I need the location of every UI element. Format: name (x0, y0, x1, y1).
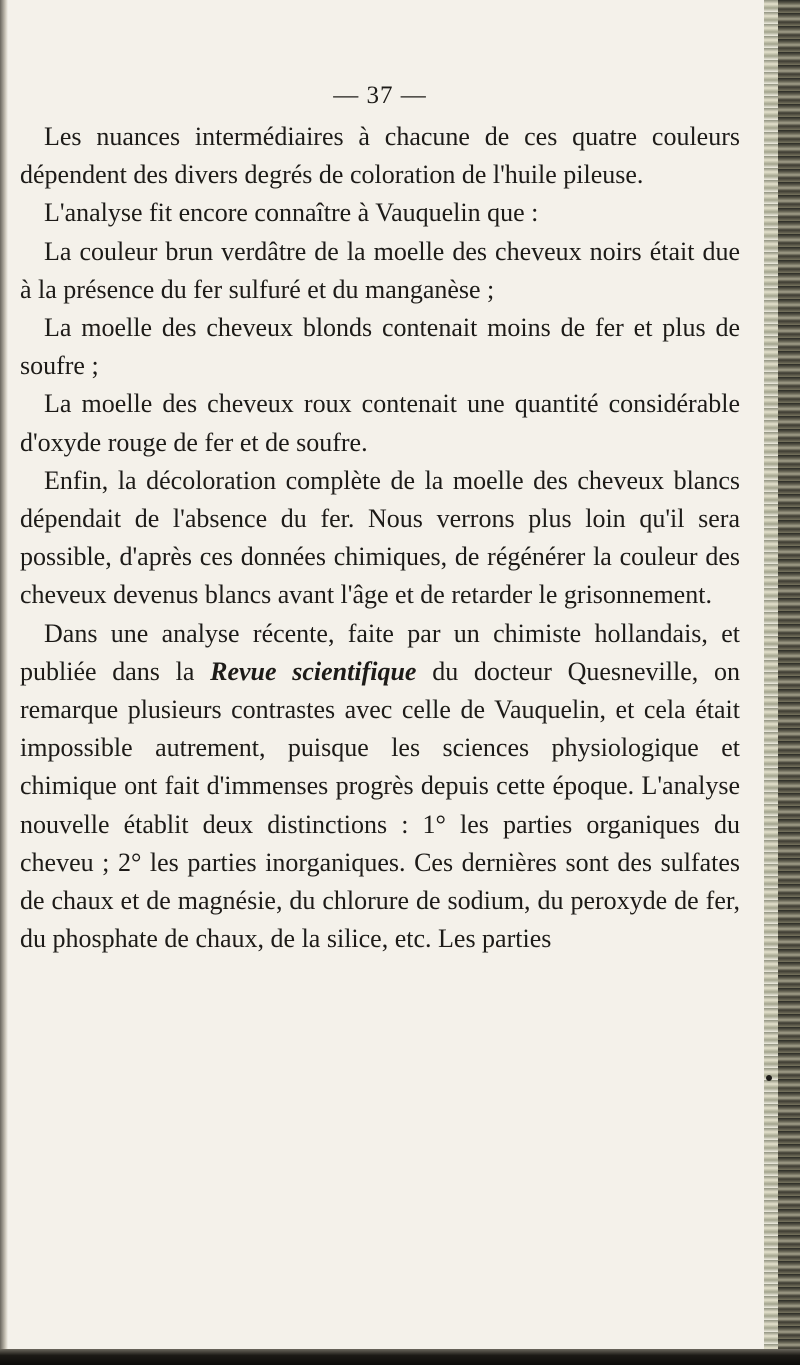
page-number: — 37 — (333, 82, 427, 109)
page-body (20, 118, 740, 958)
paragraph: Les nuances intermédiaires à chacune de ces quatre couleurs dépendent des divers degrés de coloration de l'huile pileuse. (20, 122, 740, 190)
paragraph: La couleur brun verdâtre de la moelle des cheveux noirs était due à la présence du fer sulfuré et du manganèse ; (20, 236, 740, 304)
margin-mark (766, 1075, 772, 1081)
paragraph-text: du docteur Quesneville, on remarque plusieurs contrastes avec celle de Vauquelin, et cela était impossible autrement, puisque les sciences physiologique et chimique ont fait d'immenses progrès depuis cette époque. L'analyse nouvelle établit deux distinctions : 1° les parties organiques du cheveu ; 2° les parties inorganiques. Ces dernières sont des sulfates de chaux et de magnésie, du chlorure de sodium, du peroxyde de fer, du phosphate de chaux, de la silice, etc. Les parties (20, 656, 740, 954)
paragraph: Enfin, la décoloration complète de la moelle des cheveux blancs dépendait de l'absence du fer. Nous verrons plus loin qu'il sera possible, d'après ces données chimiques, de régénérer la couleur des cheveux devenus blancs avant l'âge et de retarder le grisonnement. (20, 465, 740, 610)
page-right-edge (778, 0, 800, 1365)
paragraph: La moelle des cheveux blonds contenait moins de fer et plus de soufre ; (20, 313, 740, 381)
paragraph-text: Dans une analyse récente, faite par un chimiste hollandais, et publiée dans la (20, 618, 740, 686)
page-bottom-edge (0, 1349, 800, 1365)
paragraph: L'analyse fit encore connaître à Vauquelin que : (44, 198, 539, 228)
page-binding-shadow (764, 0, 778, 1365)
journal-title: Revue scientifique (210, 656, 417, 686)
page-left-edge (0, 0, 8, 1365)
paragraph: La moelle des cheveux roux contenait une quantité considérable d'oxyde rouge de fer et de soufre. (20, 389, 740, 457)
paragraph (20, 615, 740, 959)
